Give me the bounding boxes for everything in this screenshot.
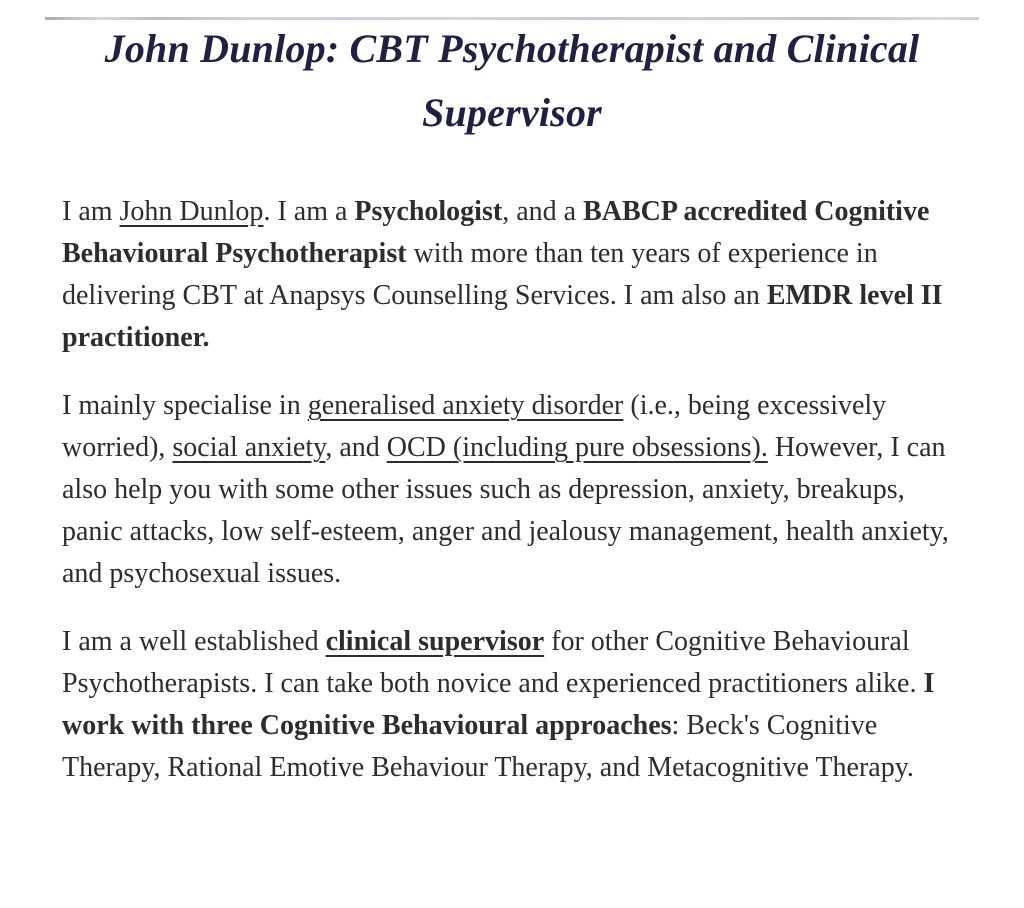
bold-text: I work with three Cognitive Behavioural approaches: [62, 668, 935, 741]
text-run: for other Cognitive Behavioural Psychotherapists. I can take both novice and experienced practitioners alike.: [62, 626, 924, 699]
inline-link[interactable]: social anxiety: [172, 432, 326, 463]
inline-link[interactable]: OCD (including pure obsessions).: [386, 432, 768, 463]
article-body: [62, 191, 962, 789]
text-run: . I am a: [263, 196, 355, 227]
article: [0, 17, 1024, 789]
paragraph: [62, 191, 962, 359]
text-run: I mainly specialise in: [62, 390, 308, 421]
bold-text: Psychologist: [354, 196, 503, 227]
page-title: John Dunlop: CBT Psychotherapist and Clinical Supervisor: [104, 26, 920, 135]
text-run: (i.e., being excessively worried),: [62, 390, 887, 463]
text-run: with more than ten years of experience in delivering CBT at Anapsys Counselling Services. I am also an: [62, 238, 878, 311]
paragraph: [62, 621, 962, 789]
text-run: However, I can also help you with some other issues such as depression, anxiety, breakups, panic attacks, low self-esteem, anger and jealousy management, health anxiety, and psychosexual issues.: [62, 432, 949, 589]
inline-link[interactable]: John Dunlop: [119, 196, 264, 227]
text-run: , and: [325, 432, 387, 463]
text-run: : Beck's Cognitive Therapy, Rational Emotive Behaviour Therapy, and Metacognitive Therapy.: [62, 710, 914, 783]
text-run: I am: [62, 196, 120, 227]
top-cropped-banner-edge: [45, 17, 979, 20]
text-run: I am a well established: [62, 626, 326, 657]
bold-text: BABCP accredited Cognitive Behavioural Psychotherapist: [62, 196, 930, 269]
inline-link[interactable]: generalised anxiety disorder: [307, 390, 624, 421]
text-run: , and a: [502, 196, 584, 227]
bold-text: EMDR level II practitioner.: [62, 280, 943, 353]
inline-link[interactable]: clinical supervisor: [325, 626, 545, 657]
paragraph: [62, 385, 962, 595]
